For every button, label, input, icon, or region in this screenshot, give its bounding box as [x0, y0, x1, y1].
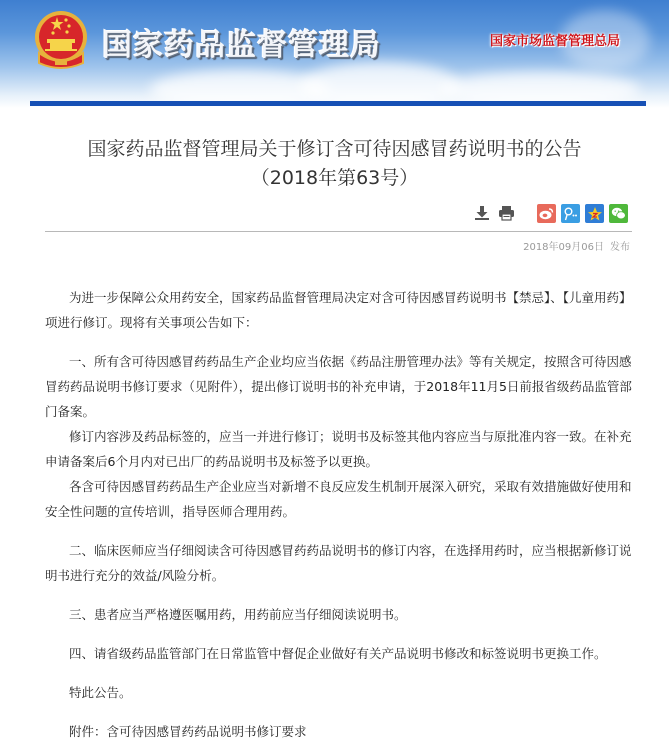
national-emblem-icon [31, 9, 91, 73]
article-body [45, 285, 633, 744]
weibo-icon [539, 207, 554, 220]
site-header [0, 0, 669, 108]
share-weibo-button[interactable] [537, 204, 556, 223]
article-toolbar [0, 203, 669, 227]
article-title: 国家药品监督管理局关于修订含可待因感冒药说明书的公告 [87, 138, 582, 160]
item-1-research-paragraph: 各含可待因感冒药药品生产企业应当对新增不良反应发生机制开展深入研究，采取有效措施做好使用和安全性问题的宣传培训，指导医师合理用药。 [45, 479, 632, 519]
parent-agency-link[interactable]: 国家市场监督管理总局 [490, 34, 621, 49]
intro-paragraph: 为进一步保障公众用药安全，国家药品监督管理局决定对含可待因感冒药说明书【禁忌】、【儿童用药】项进行修订。现将有关事项公告如下： [45, 290, 632, 330]
meta-divider [45, 231, 632, 232]
header-divider [30, 101, 646, 106]
wechat-icon [611, 207, 626, 220]
closing-paragraph: 特此公告。 [69, 685, 132, 700]
item-2-paragraph: 二、临床医师应当仔细阅读含可待因感冒药药品说明书的修订内容，在选择用药时，应当根据新修订说明书进行充分的效益/风险分析。 [45, 543, 632, 583]
qzone-star-icon [587, 206, 603, 222]
download-icon [474, 205, 490, 221]
print-button[interactable] [496, 203, 516, 223]
publish-info [523, 238, 630, 253]
tencent-weibo-icon [563, 206, 578, 221]
item-4-paragraph: 四、请省级药品监管部门在日常监管中督促企业做好有关产品说明书修改和标签说明书更换工作。 [69, 646, 607, 661]
site-title[interactable]: 国家药品监督管理局 [102, 28, 381, 63]
publish-date: 2018年09月06日 [523, 242, 604, 253]
share-qzone-button[interactable] [585, 204, 604, 223]
attachment-label: 附件： [69, 724, 107, 739]
item-1-paragraph: 一、所有含可待因感冒药药品生产企业均应当依据《药品注册管理办法》等有关规定，按照含可待因感冒药药品说明书修订要求（见附件），提出修订说明书的补充申请，于2018年11月5日前报省级药品监管部门备案。 [45, 354, 632, 419]
attachment-link[interactable]: 含可待因感冒药药品说明书修订要求 [106, 724, 307, 739]
share-wechat-button[interactable] [609, 204, 628, 223]
item-1-labels-paragraph: 修订内容涉及药品标签的，应当一并进行修订；说明书及标签其他内容应当与原批准内容一致。在补充申请备案后6个月内对已出厂的药品说明书及标签予以更换。 [45, 429, 632, 469]
download-button[interactable] [472, 203, 492, 223]
print-icon [498, 205, 515, 221]
publish-label: 发布 [610, 242, 630, 253]
share-tencent-weibo-button[interactable] [561, 204, 580, 223]
item-3-paragraph: 三、患者应当严格遵医嘱用药，用药前应当仔细阅读说明书。 [69, 607, 407, 622]
document-number: （2018年第63号） [250, 167, 419, 189]
attachment-line [45, 719, 633, 744]
